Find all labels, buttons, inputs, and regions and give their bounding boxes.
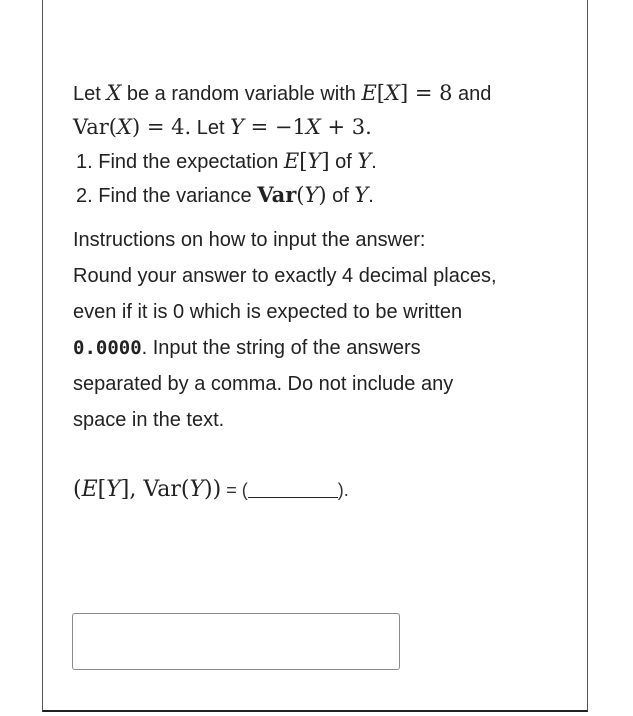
math-comma: , [129, 477, 144, 502]
task-text: Find the variance [92, 185, 258, 207]
math-variable: Y [230, 115, 244, 139]
problem-text: and [452, 83, 492, 105]
math-variable: Y [304, 183, 319, 207]
math-paren: ) [318, 183, 327, 207]
math-equation: = −1 [243, 115, 306, 139]
math-paren: ( [108, 115, 117, 139]
task-text: Find the expectation [92, 151, 284, 173]
math-variance: Var [73, 115, 109, 139]
math-bracket: [ [299, 149, 308, 173]
task-item-1 [73, 144, 573, 178]
math-variable: X [117, 115, 132, 139]
math-bracket: [ [97, 477, 107, 502]
math-bracket: ] [399, 81, 409, 105]
math-variable: Y [354, 183, 369, 207]
instructions-text: space in the text. [73, 409, 225, 431]
math-expectation: E [361, 81, 377, 105]
format-example-code: 0.0000 [73, 337, 142, 359]
math-equation: = 8 [408, 81, 453, 105]
task-text: . [371, 151, 377, 173]
math-paren: ) [131, 115, 141, 139]
math-expectation: E [283, 149, 300, 173]
problem-text: be a random variable with [121, 83, 362, 105]
instructions-text: Round your answer to exactly 4 decimal places, [73, 265, 497, 287]
question-content [73, 76, 573, 510]
problem-text: Let [73, 83, 107, 105]
math-equation: + 3. [320, 115, 372, 139]
math-paren: ( [73, 477, 82, 502]
task-text: of [329, 151, 358, 173]
task-text: . [368, 185, 374, 207]
math-bracket: ] [321, 149, 330, 173]
instructions-text-part: . Input the string of the answers [141, 337, 421, 359]
math-expectation: E [81, 477, 98, 502]
task-item-2 [73, 178, 573, 212]
math-paren: ( [296, 183, 305, 207]
task-text: of [326, 185, 355, 207]
instructions-text: separated by a comma. Do not include any [73, 373, 454, 395]
math-paren: )) [204, 477, 222, 502]
answer-close: ). [337, 480, 349, 500]
math-bracket: [ [376, 81, 385, 105]
math-paren: ( [180, 477, 190, 502]
problem-line-2 [73, 110, 573, 144]
math-bracket: ] [120, 477, 130, 502]
math-variable: Y [189, 477, 205, 502]
answer-equals: = ( [221, 480, 248, 500]
math-equation: = 4. [140, 115, 192, 139]
answer-input[interactable] [72, 613, 400, 670]
answer-blank [248, 496, 338, 498]
math-variance: Var [143, 477, 181, 502]
math-variable: X [305, 115, 321, 139]
instructions-text [73, 330, 573, 366]
list-number: 1. [76, 151, 93, 173]
list-number: 2. [76, 185, 93, 207]
problem-line-1 [73, 76, 573, 110]
instructions-heading: Instructions on how to input the answer: [73, 229, 426, 251]
instructions-text: even if it is 0 which is expected to be written [73, 301, 463, 323]
math-variable: X [385, 81, 400, 105]
problem-text: Let [191, 117, 231, 139]
math-variable: Y [307, 149, 322, 173]
math-variable: X [106, 81, 122, 105]
math-variable: Y [357, 149, 372, 173]
math-variance: Var [257, 182, 297, 207]
math-variable: Y [106, 477, 121, 502]
instructions-block [73, 222, 573, 438]
answer-prompt [73, 470, 573, 510]
